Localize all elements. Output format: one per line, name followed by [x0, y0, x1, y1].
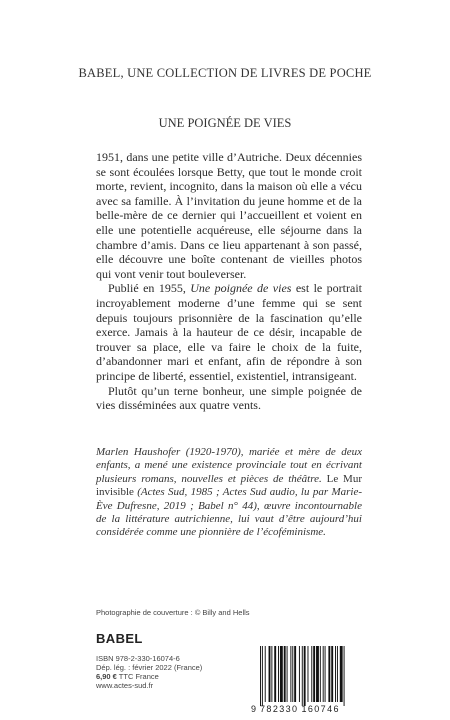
- barcode-bar: [304, 646, 306, 706]
- barcode-bar: [260, 646, 261, 706]
- summary-p2-book-title: Une poignée de vies: [190, 281, 292, 296]
- barcode-group-1: 782330: [260, 704, 299, 714]
- summary-text: [96, 150, 362, 413]
- barcode-bar: [292, 646, 293, 702]
- barcode-bar: [265, 646, 266, 702]
- barcode-bar: [280, 646, 283, 702]
- barcode-bar: [294, 646, 296, 702]
- barcode-group-2: 160746: [301, 704, 340, 714]
- website: www.actes-sud.fr: [96, 681, 154, 690]
- summary-p2-lead: Publié en 1955,: [108, 281, 191, 296]
- barcode-number: [251, 704, 379, 714]
- author-bio: [96, 446, 362, 540]
- isbn: ISBN 978-2-330-16074-6: [96, 654, 180, 663]
- barcode-bar: [323, 646, 324, 702]
- bio-part-1: Marlen Haushofer (1920-1970), mariée et mère de deux enfants, a mené une existence provinciale tout en écrivant plusieurs romans, nouvelles et pièces de théâtre.: [96, 446, 362, 485]
- barcode-bar: [313, 646, 315, 702]
- summary-paragraph-3: Plutôt qu’un terne bonheur, une simple poignée de vies disséminées aux quatre vents.: [96, 383, 362, 413]
- summary-paragraph-2: [96, 281, 362, 383]
- publisher-logo: BABEL: [96, 631, 143, 646]
- barcode-bar: [284, 646, 286, 702]
- barcode-bar: [271, 646, 272, 702]
- barcode-bar: [328, 646, 330, 702]
- author-bio-paragraph: [96, 446, 362, 540]
- barcode-bar: [278, 646, 279, 702]
- barcode-bar: [344, 646, 345, 706]
- barcode-bar: [269, 646, 271, 702]
- legal-deposit: Dép. lég. : février 2022 (France): [96, 663, 203, 672]
- barcode-bar: [308, 646, 309, 702]
- barcode-bar: [290, 646, 291, 702]
- series-heading: BABEL, UNE COLLECTION DE LIVRES DE POCHE: [78, 66, 372, 80]
- book-title: UNE POIGNÉE DE VIES: [158, 116, 292, 130]
- bio-part-2: (Actes Sud, 1985 ; Actes Sud audio, lu par Marie-Ève Dufresne, 2019 ; Babel n° 44), œuvre incontournable de la littérature autrichienne, lui vaut d’être aujourd’hui considérée comme une pionnière de l’écoféminisme.: [96, 486, 362, 539]
- barcode-bar: [320, 646, 321, 702]
- barcode-bar: [262, 646, 263, 706]
- barcode-bar: [337, 646, 338, 702]
- barcode-bar: [274, 646, 276, 702]
- barcode-bar: [302, 646, 303, 706]
- summary-paragraph-1: 1951, dans une petite ville d’Autriche. Deux décennies se sont écoulées lorsque Betty, que tout le monde croit morte, revient, incognito, dans la maison où elle a vécu avec sa famille. À l’invitation du jeune homme et de la belle-mère de ce dernier qui l’accueillent et voient en elle une potentielle acquéreuse, elle séjourne dans la chambre d’amis. Dans ce lieu appartenant à son passé, elle découvre une boîte contenant de vieilles photos qui vont venir tout bouleverser.: [96, 150, 362, 281]
- bio-work-title: Le Mur invisible: [96, 472, 363, 499]
- price: [96, 672, 266, 681]
- barcode-bar: [340, 646, 343, 702]
- barcode-bar: [335, 646, 336, 702]
- barcode: [258, 646, 376, 706]
- barcode-bar: [311, 646, 312, 702]
- summary-p2-rest: est le portrait incroyablement moderne d’une femme qui se sent depuis toujours prisonnière de la fascination qu’elle exerce. Jamais à la hauteur de ce désir, incapable de trouver sa place, elle va faire le choix de la fuite, d’abandonner mari et enfant, afin de répondre à son principe de liberté, essentiel, existentiel, intransigeant.: [96, 281, 362, 383]
- barcode-bar: [299, 646, 300, 702]
- barcode-bar: [316, 646, 319, 702]
- photo-credit: Photographie de couverture : © Billy and Hells: [96, 608, 250, 617]
- price-suffix: TTC France: [116, 672, 159, 681]
- barcode-first-digit: 9: [251, 704, 257, 714]
- barcode-bar: [331, 646, 333, 702]
- barcode-bar: [325, 646, 326, 702]
- barcode-bar: [287, 646, 288, 702]
- publication-info: [96, 654, 266, 690]
- price-amount: 6,90 €: [96, 672, 117, 681]
